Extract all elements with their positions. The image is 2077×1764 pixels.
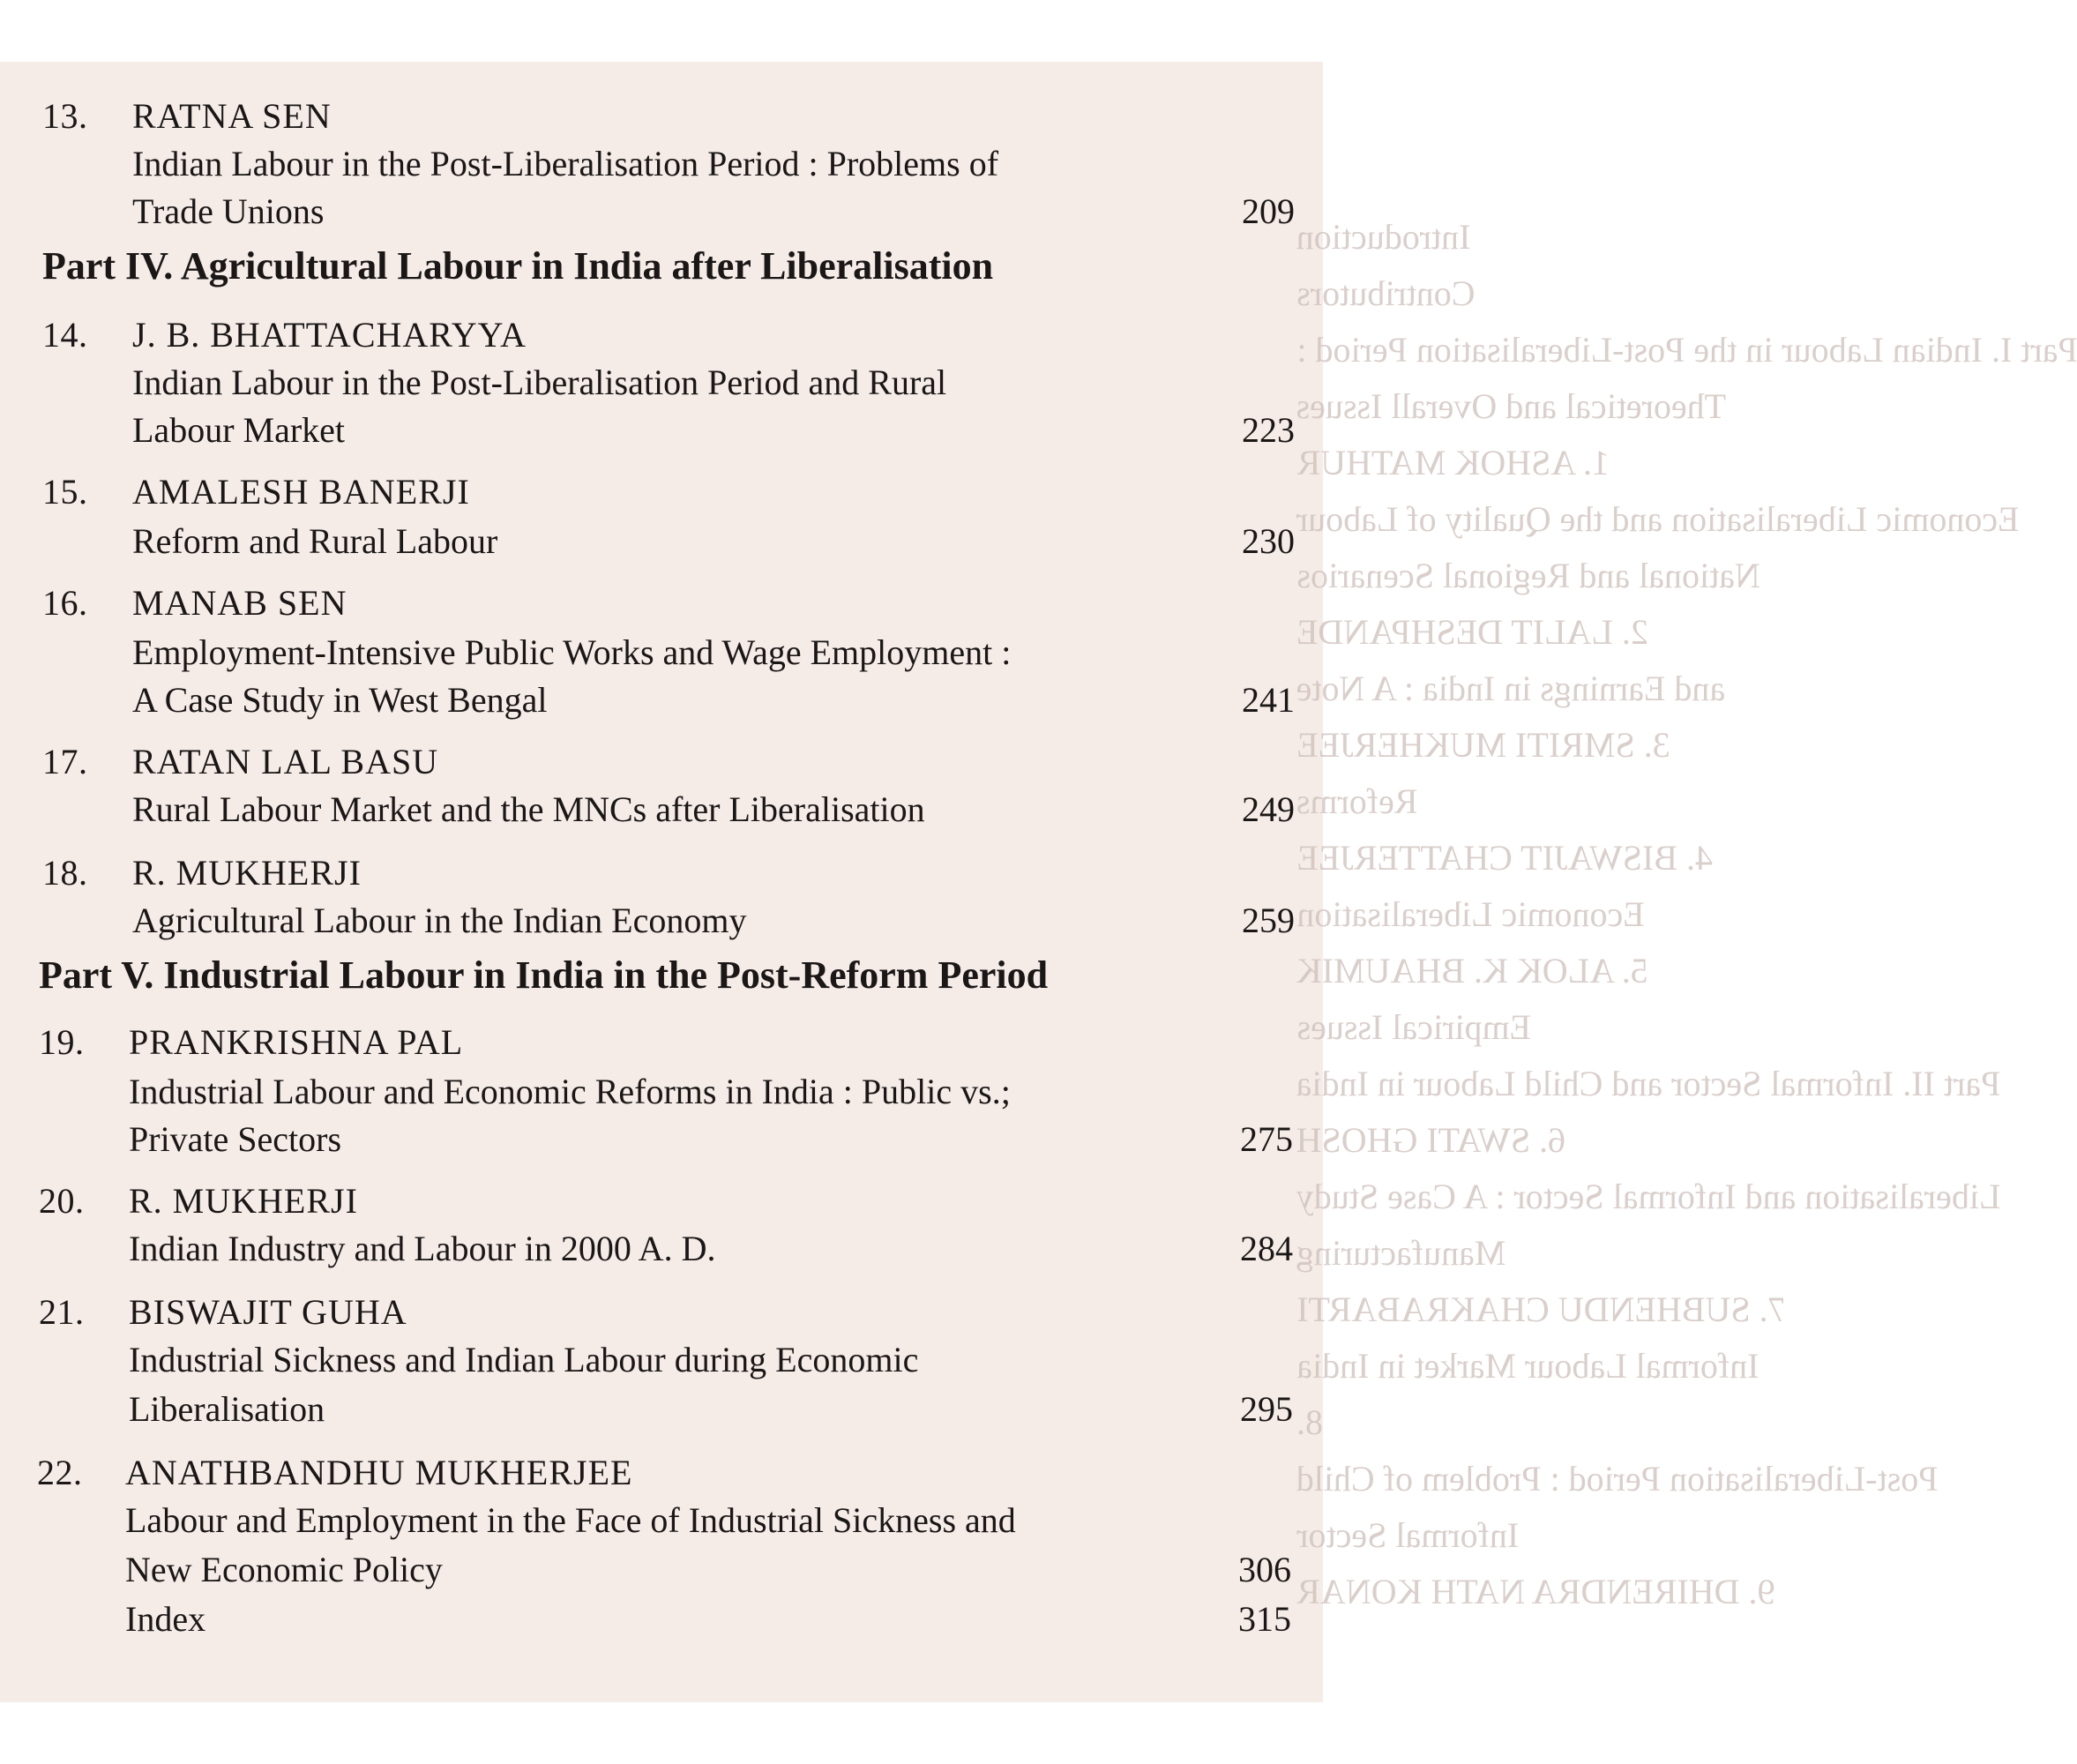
entry-author: J. B. BHATTACHARYYA — [132, 315, 527, 355]
entry-number: 17. — [42, 742, 88, 781]
entry-page-number: 295 — [1240, 1389, 1293, 1429]
entry-title-line: Indian Labour in the Post-Liberalisation Period and Rural — [132, 363, 947, 402]
entry-page-number: 223 — [1242, 410, 1295, 450]
bleed-through-line: National and Regional Scenarios — [1296, 556, 1760, 595]
entry-page-number: 306 — [1238, 1550, 1291, 1589]
bleed-through-line: Economic Liberalisation — [1296, 894, 1645, 934]
entry-author: RATNA SEN — [132, 96, 332, 136]
entry-title-line: Labour Market — [132, 410, 346, 450]
bleed-through-line: 9. DHIRENDRA NATH KONAR — [1296, 1572, 1775, 1611]
entry-title-line: Agricultural Labour in the Indian Economy — [132, 901, 747, 940]
bleed-through-line: Reforms — [1296, 781, 1418, 821]
index-label: Index — [125, 1599, 206, 1639]
part-heading: Part IV. Agricultural Labour in India after Liberalisation — [42, 244, 994, 288]
entry-author: R. MUKHERJI — [129, 1181, 358, 1221]
bleed-through-line: 5. ALOK K. BHAUMIK — [1296, 951, 1648, 990]
bleed-through-line: and Earnings in India : A Note — [1296, 669, 1726, 708]
bleed-through-line: Economic Liberalisation and the Quality of Labour — [1296, 499, 2020, 539]
entry-page-number: 209 — [1242, 191, 1295, 231]
entry-title-line: Liberalisation — [129, 1389, 325, 1429]
entry-page-number: 284 — [1240, 1229, 1293, 1268]
entry-title-line: Employment-Intensive Public Works and Wage Employment : — [132, 632, 1012, 672]
entry-title-line: Labour and Employment in the Face of Industrial Sickness and — [125, 1500, 1016, 1540]
bleed-through-line: Empirical Issues — [1296, 1007, 1531, 1047]
part-heading: Part V. Industrial Labour in India in the Post-Reform Period — [39, 953, 1049, 997]
bleed-through-line: 4. BISWAJIT CHATTERJEE — [1296, 838, 1713, 878]
entry-page-number: 259 — [1242, 901, 1295, 940]
bleed-through-line: Informal Sector — [1296, 1515, 1520, 1555]
entry-author: RATAN LAL BASU — [132, 742, 439, 781]
entry-page-number: 275 — [1240, 1119, 1293, 1159]
entry-number: 15. — [42, 472, 88, 512]
entry-number: 13. — [42, 96, 88, 136]
bleed-through-line: Part I. Indian Labour in the Post-Liberalisation Period : — [1296, 330, 2077, 370]
entry-page-number: 241 — [1242, 680, 1295, 720]
entry-number: 20. — [39, 1181, 85, 1221]
entry-author: AMALESH BANERJI — [132, 472, 470, 512]
bleed-through-line: 2. LALIT DESHPANDE — [1296, 612, 1648, 652]
bleed-through-line: Manufacturing — [1296, 1233, 1506, 1273]
entry-page-number: 249 — [1242, 789, 1295, 829]
entry-title-line: Rural Labour Market and the MNCs after Liberalisation — [132, 789, 925, 829]
entry-number: 14. — [42, 315, 88, 355]
bleed-through-line: Post-Liberalisation Period : Problem of Child — [1296, 1459, 1939, 1499]
bleed-through-line: Theoretical and Overall Issues — [1296, 386, 1727, 426]
entry-title-line: A Case Study in West Bengal — [132, 680, 548, 720]
entry-number: 16. — [42, 583, 88, 623]
entry-number: 22. — [37, 1453, 83, 1492]
toc-page — [0, 62, 2077, 1702]
bleed-through-line: Contributors — [1296, 273, 1476, 313]
entry-author: ANATHBANDHU MUKHERJEE — [125, 1453, 633, 1492]
entry-title-line: New Economic Policy — [125, 1550, 443, 1589]
entry-number: 21. — [39, 1292, 85, 1332]
entry-title-line: Indian Industry and Labour in 2000 A. D. — [129, 1229, 716, 1268]
entry-title-line: Trade Unions — [132, 191, 325, 231]
entry-author: R. MUKHERJI — [132, 853, 362, 893]
entry-page-number: 230 — [1242, 521, 1295, 561]
bleed-through-line: 6. SWATI GHOSH — [1296, 1120, 1566, 1160]
bleed-through-line: Part II. Informal Sector and Child Labour in India — [1296, 1064, 2001, 1103]
bleed-through-line: 3. SMRITI MUKHERJEE — [1296, 725, 1670, 765]
bleed-through-line: 8. — [1296, 1402, 1323, 1442]
bleed-through-line: Liberalisation and Informal Sector : A Case Study — [1296, 1177, 2001, 1216]
bleed-through-line: Informal Labour Market in India — [1296, 1346, 1759, 1386]
bleed-through-line: 1. ASHOK MATHUR — [1296, 443, 1610, 482]
entry-author: BISWAJIT GUHA — [129, 1292, 407, 1332]
entry-author: MANAB SEN — [132, 583, 347, 623]
entry-number: 19. — [39, 1022, 85, 1062]
entry-title-line: Private Sectors — [129, 1119, 342, 1159]
entry-title-line: Indian Labour in the Post-Liberalisation Period : Problems of — [132, 144, 999, 183]
entry-author: PRANKRISHNA PAL — [129, 1022, 464, 1062]
entry-title-line: Industrial Labour and Economic Reforms in India : Public vs.; — [129, 1072, 1011, 1111]
bleed-through-line: Introduction — [1296, 217, 1471, 257]
entry-title-line: Reform and Rural Labour — [132, 521, 498, 561]
entry-title-line: Industrial Sickness and Indian Labour during Economic — [129, 1340, 919, 1379]
index-page-number: 315 — [1238, 1599, 1291, 1639]
bleed-through-line: 7. SUBHENDU CHAKRABARTI — [1296, 1289, 1786, 1329]
entry-number: 18. — [42, 853, 88, 893]
